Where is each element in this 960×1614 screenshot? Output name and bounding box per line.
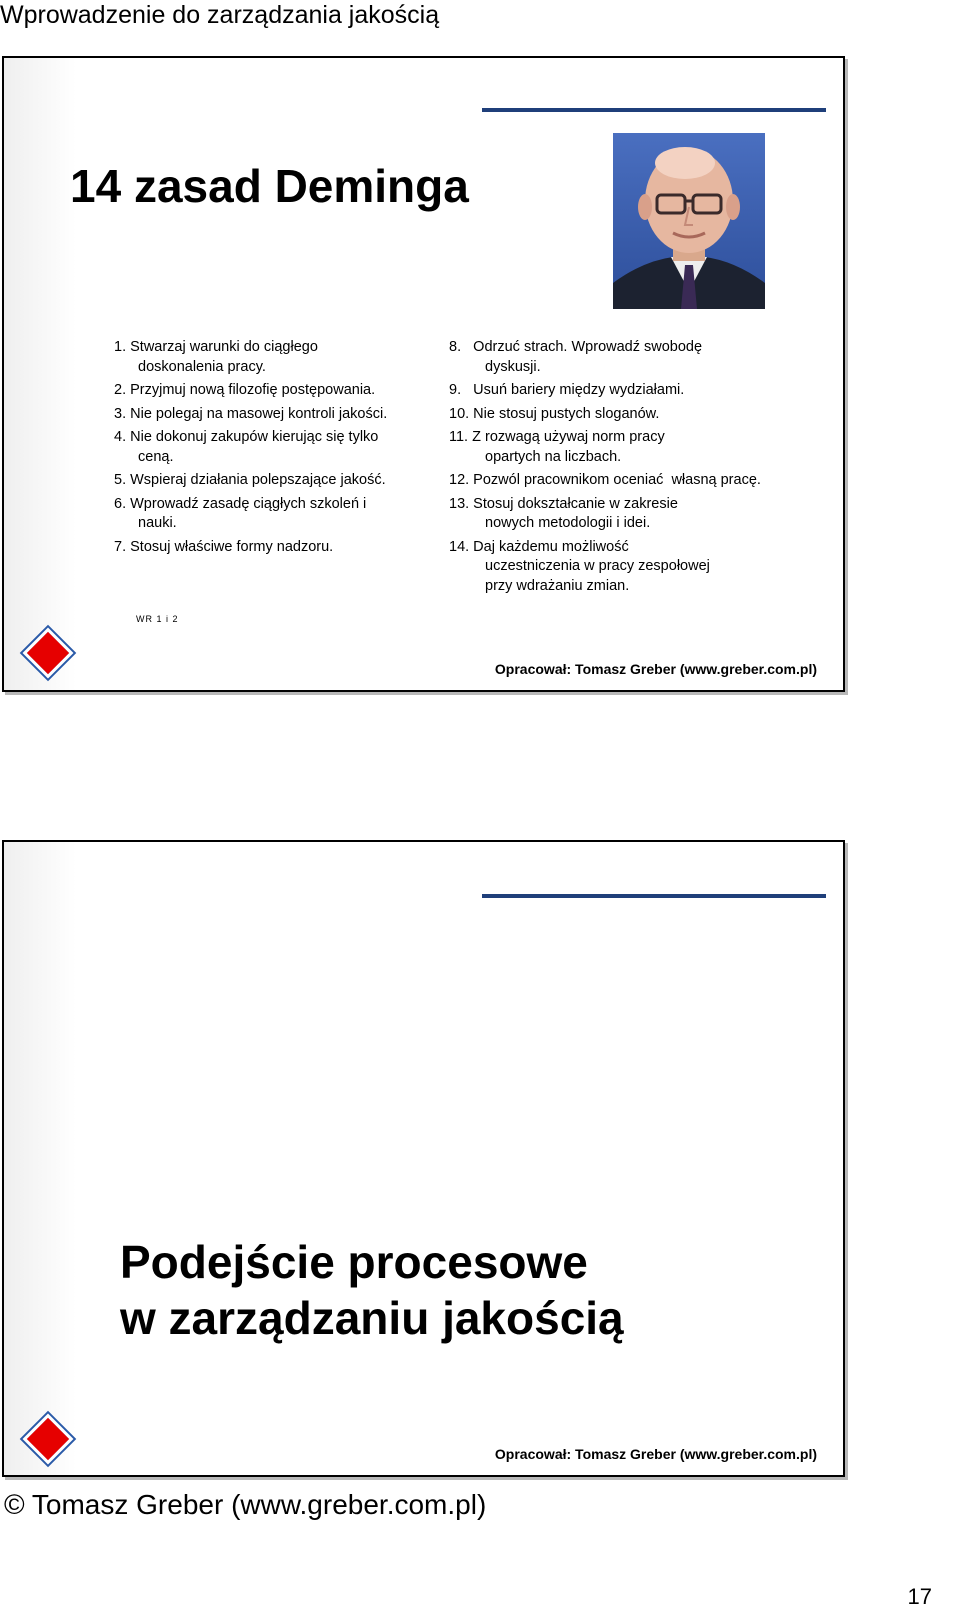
list-item: 4. Nie dokonuj zakupów kierując się tylko ceną. — [114, 429, 379, 465]
principles-list-left — [114, 338, 444, 561]
list-item: 14. Daj każdemu możliwość uczestniczenia w pracy zespołowej przy wdrażaniu zmian. — [449, 538, 710, 594]
list-item: 12. Pozwól pracownikom oceniać własną pracę. — [449, 472, 761, 488]
slide-fold-shading — [4, 58, 76, 690]
document-header-title: Wprowadzenie do zarządzania jakością — [0, 1, 440, 29]
list-item: 5. Wspieraj działania polepszające jakość. — [114, 472, 386, 488]
slide-credit: Opracował: Tomasz Greber (www.greber.com.pl) — [494, 1446, 817, 1462]
slide-credit: Opracował: Tomasz Greber (www.greber.com.pl) — [494, 661, 817, 677]
page-number: 17 — [907, 1584, 932, 1609]
slide-accent-bar — [482, 894, 826, 898]
list-item: 7. Stosuj właściwe formy nadzoru. — [114, 538, 334, 555]
principles-list-right — [449, 338, 809, 600]
slide-fold-shading — [4, 842, 76, 1475]
copyright-footer: © Tomasz Greber (www.greber.com.pl) — [4, 1489, 487, 1520]
list-item: 6. Wprowadź zasadę ciągłych szkoleń i nauki. — [114, 495, 367, 531]
slide-accent-bar — [482, 108, 826, 112]
slide-code-label: WR 1 i 2 — [136, 614, 179, 624]
slide-title-line-2: w zarządzaniu jakością — [120, 1292, 624, 1344]
slide-title: 14 zasad Deminga — [70, 160, 469, 212]
slide-title-line-1: Podejście procesowe — [120, 1236, 588, 1288]
slide-title — [120, 1234, 624, 1346]
slide-process-approach — [2, 840, 845, 1477]
list-item: 8. Odrzuć strach. Wprowadź swobodę dyskusji. — [449, 339, 703, 375]
portrait-illustration — [613, 133, 765, 309]
list-item: 3. Nie polegaj na masowej kontroli jakości. — [114, 405, 388, 422]
list-item: 9. Usuń bariery między wydziałami. — [449, 382, 685, 398]
list-item: 13. Stosuj dokształcanie w zakresie nowych metodologii i idei. — [449, 495, 678, 531]
deming-portrait — [613, 133, 765, 309]
slide-deming-principles — [2, 56, 845, 692]
list-item: 11. Z rozwagą używaj norm pracy opartych na liczbach. — [449, 429, 665, 465]
list-item: 1. Stwarzaj warunki do ciągłego doskonalenia pracy. — [114, 339, 318, 375]
list-item: 10. Nie stosuj pustych sloganów. — [449, 405, 660, 422]
list-item: 2. Przyjmuj nową filozofię postępowania. — [114, 382, 376, 398]
